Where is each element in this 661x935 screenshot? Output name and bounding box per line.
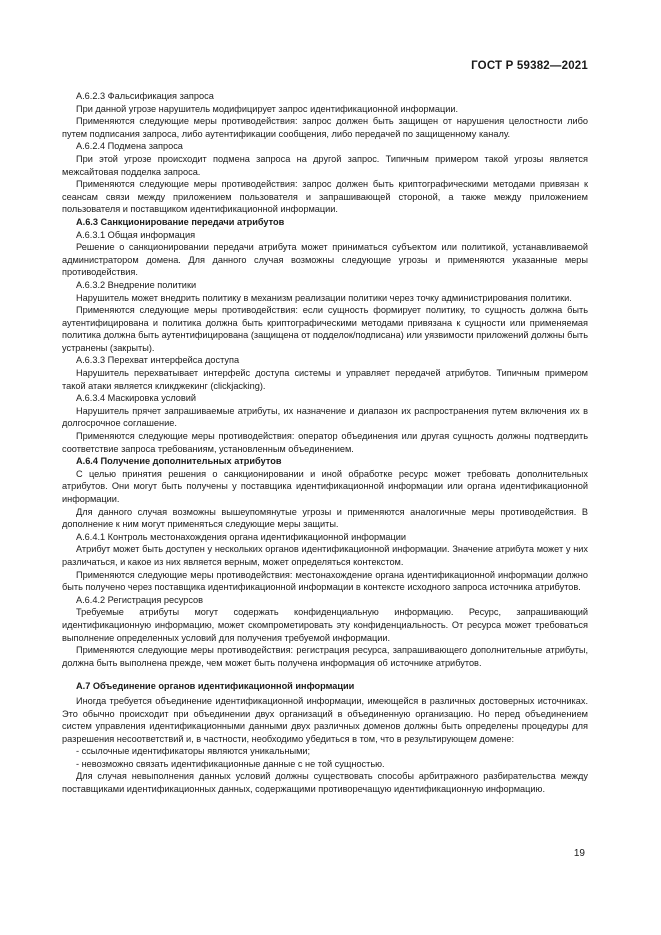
paragraph: Применяются следующие меры противодействия: если сущность формирует политику, то сущность должна быть аутентифицирована и политика должна быть криптографическими методами привязана к сущности или применяемая политика должна быть аутентифицирована (защищена от подделок/подписана) или уязвимости приложений должны быть устранены (закрыты). xyxy=(62,305,588,353)
list-item: - ссылочные идентификаторы являются уникальными; xyxy=(76,746,311,757)
subsection-title: А.6.3.4 Маскировка условий xyxy=(76,393,197,404)
paragraph: Применяются следующие меры противодействия: запрос должен быть защищен от нарушения целостности либо путем подписания запроса, либо аутентификации сообщения, либо передачей по защищенному каналу. xyxy=(62,116,588,139)
section-heading: А.7 Объединение органов идентификационной информации xyxy=(76,681,355,692)
paragraph: Применяются следующие меры противодействия: местонахождение органа идентификационной информации должно быть получено через поставщика идентификационной информации в контексте исходного запроса источника атрибутов. xyxy=(62,569,588,593)
paragraph: Иногда требуется объединение идентификационной информации, имеющейся в различных достоверных источниках. Это обычно происходит при объединении двух организаций в объединенную организацию. Но перед объединением систем управления идентификационными данными двух различных доменов должны быть определены процедуры для разрешения несоответствий и, в частности, необходимо убедиться в том, что в результирующем домене: xyxy=(62,695,588,744)
subsection-title: А.6.3.3 Перехват интерфейса доступа xyxy=(76,355,240,366)
paragraph: Применяются следующие меры противодействия: оператор объединения или другая сущность должны подтвердить соответствие запроса требованиям, установленным объединением. xyxy=(62,431,588,454)
paragraph: С целью принятия решения о санкционировании и иной обработке ресурс может требовать дополнительных атрибутов. Они могут быть получены у поставщика идентификационной информации или органа идентификационной информации. xyxy=(62,468,588,504)
subsection-title: А.6.4.2 Регистрация ресурсов xyxy=(76,594,204,605)
list-item: - невозможно связать идентификационные данные с не той сущностью. xyxy=(76,758,385,769)
subsection-title: А.6.4.1 Контроль местонахождения органа идентификационной информации xyxy=(76,531,407,542)
paragraph: Для данного случая возможны вышеупомянутые угрозы и применяются аналогичные меры противодействия. В дополнение к ним могут применяться следующие меры защиты. xyxy=(62,506,588,530)
paragraph: Нарушитель прячет запрашиваемые атрибуты, их назначение и диапазон их распространения путем включения их в долгосрочное соглашение. xyxy=(62,405,588,429)
page-number: 19 xyxy=(573,848,585,859)
subsection-title: А.6.2.4 Подмена запроса xyxy=(76,141,183,152)
paragraph: Нарушитель может внедрить политику в механизм реализации политики через точку администрирования политики. xyxy=(76,292,572,303)
subsection-title: А.6.2.3 Фальсификация запроса xyxy=(76,91,214,101)
subsection-title: А.6.3.1 Общая информация xyxy=(76,229,196,240)
paragraph: При этой угрозе происходит подмена запроса на другой запрос. Типичным примером такой угрозы является межсайтовая подделка запроса. xyxy=(62,153,588,177)
paragraph: Требуемые атрибуты могут содержать конфиденциальную информацию. Ресурс, запрашивающий идентификационную информацию, может скомпрометировать эту конфиденциальность. От ресурса может требоваться выполнение определенных условий для получения требуемой информации. xyxy=(62,607,588,643)
document-body xyxy=(62,90,588,796)
paragraph: Атрибут может быть доступен у нескольких органов идентификационной информации. Значение атрибута может у них различаться, и какое из них является верным, может определяться контекстом. xyxy=(62,544,588,567)
section-heading: А.6.4 Получение дополнительных атрибутов xyxy=(76,456,282,467)
paragraph: Нарушитель перехватывает интерфейс доступа системы и управляет передачей атрибутов. Типичным примером такой атаки является кликджекинг (clickjacking). xyxy=(62,368,588,391)
paragraph: При данной угрозе нарушитель модифицирует запрос идентификационной информации. xyxy=(76,103,459,114)
paragraph: Применяются следующие меры противодействия: регистрация ресурса, запрашивающего дополнительные атрибуты, должна быть выполнена прежде, чем может быть получена информация об источнике атрибутов. xyxy=(62,645,588,668)
paragraph: Для случая невыполнения данных условий должны существовать способы арбитражного разбирательства между поставщиками идентификационных данных, содержащими противоречащую идентификационную информацию. xyxy=(62,771,588,795)
subsection-title: А.6.3.2 Внедрение политики xyxy=(76,279,197,290)
standard-code-header: ГОСТ Р 59382—2021 xyxy=(471,60,588,72)
paragraph: Решение о санкционировании передачи атрибута может приниматься субъектом или политикой, устанавливаемой администратором домена. Для данного случая возможны следующие угрозы и применяются указанные меры противодействия. xyxy=(62,242,588,278)
paragraph: Применяются следующие меры противодействия: запрос должен быть криптографическими методами привязан к сеансам связи между приложением пользователя и запрашивающей стороной, а также между приложением пользователя и поставщиком идентификационной информации. xyxy=(62,179,588,215)
section-heading: А.6.3 Санкционирование передачи атрибутов xyxy=(76,216,285,227)
